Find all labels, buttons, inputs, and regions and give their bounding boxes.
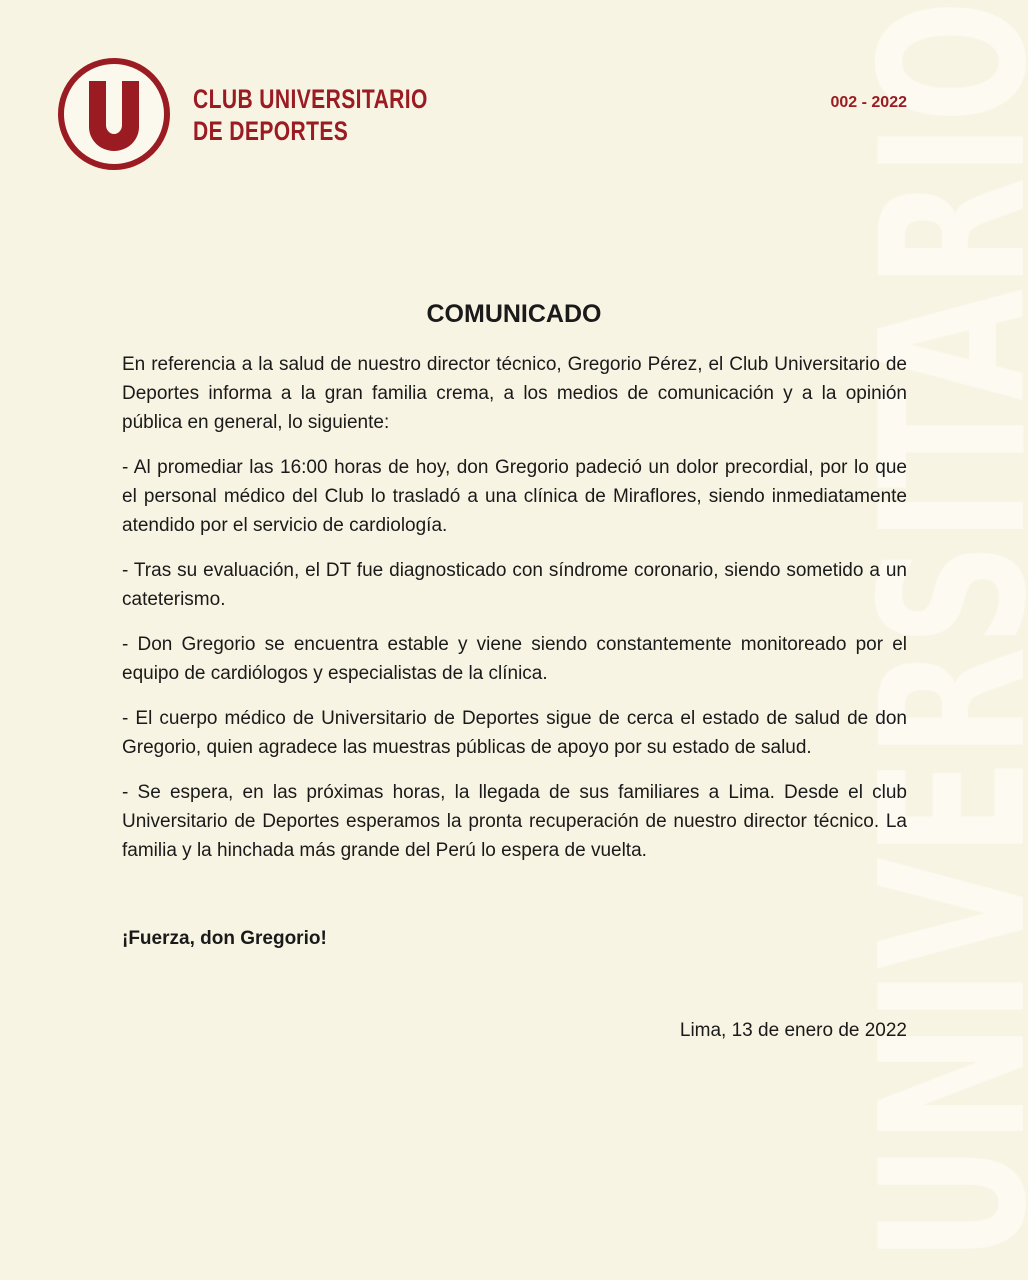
body-text xyxy=(122,350,907,881)
closing-line: ¡Fuerza, don Gregorio! xyxy=(122,928,327,949)
paragraph: - Tras su evaluación, el DT fue diagnosticado con síndrome coronario, siendo sometido a un cateterismo. xyxy=(122,560,907,610)
club-name-line2: DE DEPORTES xyxy=(193,116,349,146)
paragraph: - El cuerpo médico de Universitario de Deportes sigue de cerca el estado de salud de don Gregorio, quien agradece las muestras públicas de apoyo por su estado de salud. xyxy=(122,708,907,758)
club-name-line1: CLUB UNIVERSITARIO xyxy=(193,84,428,114)
paragraph: - Se espera, en las próximas horas, la llegada de sus familiares a Lima. Desde el club Universitario de Deportes esperamos la pronta recuperación de nuestro director técnico. La familia y la hinchada más grande del Perú lo espera de vuelta. xyxy=(122,782,907,861)
paragraph: En referencia a la salud de nuestro director técnico, Gregorio Pérez, el Club Universitario de Deportes informa a la gran familia crema, a los medios de comunicación y a la opinión pública en general, lo siguiente: xyxy=(122,354,907,433)
club-name xyxy=(193,83,428,147)
page-title: COMUNICADO xyxy=(426,300,602,328)
club-logo-icon xyxy=(57,57,171,171)
paragraph: - Al promediar las 16:00 horas de hoy, don Gregorio padeció un dolor precordial, por lo que el personal médico del Club lo trasladó a una clínica de Miraflores, siendo inmediatamente atendido por el servicio de cardiología. xyxy=(122,457,907,536)
date-line: Lima, 13 de enero de 2022 xyxy=(679,1020,907,1041)
paragraph: - Don Gregorio se encuentra estable y viene siendo constantemente monitoreado por el equipo de cardiólogos y especialistas de la clínica. xyxy=(122,634,907,684)
document-number: 002 - 2022 xyxy=(830,94,907,111)
